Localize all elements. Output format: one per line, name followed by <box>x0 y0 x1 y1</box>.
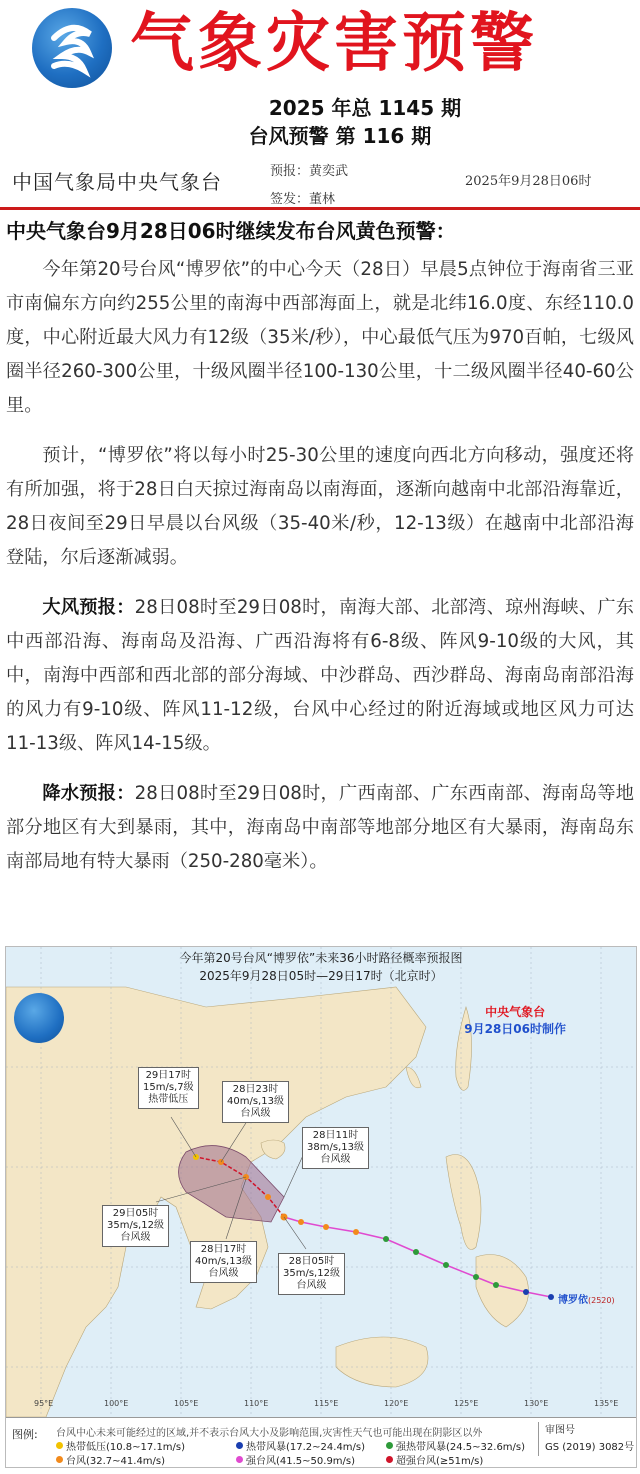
map-cma-logo-icon <box>14 993 64 1043</box>
legend-item: 台风(32.7~41.4m/s) <box>56 1452 165 1467</box>
callout-28d23: 28日23时 40m/s,13级 台风级 <box>222 1081 289 1123</box>
legend-note: 台风中心未来可能经过的区域,并不表示台风大小及影响范围,灾害性天气也可能出现在阴影区以外 <box>56 1428 483 1439</box>
banner-title: 气象灾害预警 <box>130 6 538 81</box>
lon-tick: 135°E <box>594 1399 619 1408</box>
legend-item: 超强台风(≥51m/s) <box>386 1452 483 1467</box>
issue-total: 2025 年总 1145 期 <box>268 96 462 120</box>
paragraph: 今年第20号台风“博罗依”的中心今天（28日）早晨5点钟位于海南省三亚市南偏东方向约255公里的南海中西部海面上，就是北纬16.0度、东经110.0度，中心附近最大风力有12级（35米/秒），中心最低气压为970百帕，七级风圈半径260-300公里，十级风圈半径100-130公里，十二级风圈半径40-60公里。 <box>6 259 634 416</box>
lon-tick: 95°E <box>34 1399 54 1408</box>
lon-tick: 125°E <box>454 1399 479 1408</box>
callout-29d17: 29日17时 15m/s,7级 热带低压 <box>138 1067 199 1109</box>
legend-item: 热带风暴(17.2~24.4m/s) <box>236 1438 365 1453</box>
warning-body <box>6 253 634 895</box>
lon-tick: 115°E <box>314 1399 339 1408</box>
callout-28d17: 28日17时 40m/s,13级 台风级 <box>190 1241 257 1283</box>
headline: 中央气象台9月28日06时继续发布台风黄色预警： <box>6 219 456 243</box>
lon-tick: 110°E <box>244 1399 269 1408</box>
legend-item: 热带低压(10.8~17.1m/s) <box>56 1438 185 1453</box>
issue-typhoon: 台风预警 第 116 期 <box>248 124 432 148</box>
warning-header <box>0 0 640 205</box>
lon-tick: 100°E <box>104 1399 129 1408</box>
issuer: 签发：董林 <box>270 192 336 207</box>
lon-tick: 105°E <box>174 1399 199 1408</box>
legend-item: 强热带风暴(24.5~32.6m/s) <box>386 1438 525 1453</box>
rain-forecast: 降水预报：28日08时至29日08时，广西南部、广东西南部、海南岛等地部分地区有大到暴雨，其中，海南岛中南部等地部分地区有大暴雨，海南岛东南部局地有特大暴雨（250-280毫米）。 <box>6 783 634 872</box>
lon-tick: 120°E <box>384 1399 409 1408</box>
header-divider <box>0 207 640 210</box>
legend-item: 强台风(41.5~50.9m/s) <box>236 1452 355 1467</box>
wind-forecast: 大风预报：28日08时至29日08时，南海大部、北部湾、琼州海峡、广东中西部沿海、海南岛及沿海、广西沿海将有6-8级、阵风9-10级的大风，其中，南海中西部和西北部的部分海域、中沙群岛、西沙群岛、海南岛南部沿海的风力有9-10级、阵风11-12级，台风中心经过的附近海域或地区风力可达11-13级、阵风14-15级。 <box>6 597 634 754</box>
map-subtitle: 2025年9月28日05时—29日17时（北京时） <box>199 969 443 983</box>
map-review-code: 审图号 GS (2019) 3082号 <box>538 1422 637 1456</box>
callout-29d05: 29日05时 35m/s,12级 台风级 <box>102 1205 169 1247</box>
track-forecast-map <box>5 946 637 1468</box>
storm-name-label: 博罗依(2520) <box>558 1295 615 1306</box>
lon-tick: 130°E <box>524 1399 549 1408</box>
paragraph: 预计，“博罗依”将以每小时25-30公里的速度向西北方向移动，强度还将有所加强，将于28日白天掠过海南岛以南海面，逐渐向越南中北部沿海靠近，28日夜间至29日早晨以台风级（35-40米/秒，12-13级）在越南中北部沿海登陆，尔后逐渐减弱。 <box>6 445 634 568</box>
map-title: 今年第20号台风“博罗依”未来36小时路径概率预报图 <box>179 951 463 965</box>
cma-logo-icon <box>32 8 112 88</box>
forecaster: 预报：黄奕武 <box>270 164 349 179</box>
map-agency: 中央气象台 9月28日06时制作 <box>464 1005 566 1036</box>
callout-28d11: 28日11时 38m/s,13级 台风级 <box>302 1127 369 1169</box>
legend-title: 图例: <box>12 1428 38 1441</box>
issue-time: 2025年9月28日06时 <box>465 174 592 189</box>
callout-28d05: 28日05时 35m/s,12级 台风级 <box>278 1253 345 1295</box>
map-legend <box>6 1417 636 1468</box>
agency-name: 中国气象局中央气象台 <box>12 170 222 194</box>
